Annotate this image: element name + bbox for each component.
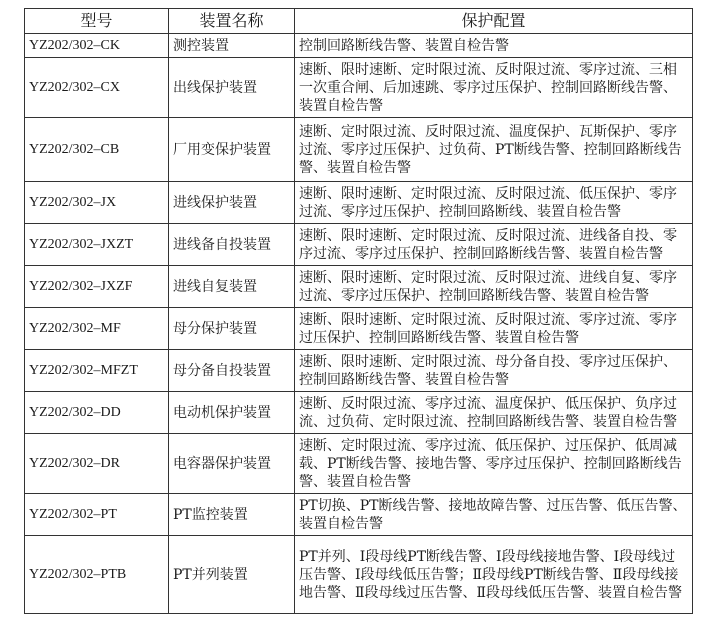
table-row (25, 494, 693, 536)
table-row (25, 308, 693, 350)
protection-cell: 速断、定时限过流、零序过流、低压保护、过压保护、低周减载、PT断线告警、接地告警、零序过压保护、控制回路断线告警、装置自检告警 (295, 434, 693, 494)
model-cell: YZ202/302–DR (25, 434, 169, 494)
model-cell: YZ202/302–JXZF (25, 266, 169, 308)
table-row (25, 350, 693, 392)
table-row (25, 182, 693, 224)
table-row (25, 434, 693, 494)
protection-cell: 速断、限时速断、定时限过流、反时限过流、进线自复、零序过流、零序过压保护、控制回路断线告警、装置自检告警 (295, 266, 693, 308)
product-spec-table (24, 8, 693, 614)
protection-cell: 速断、限时速断、定时限过流、反时限过流、零序过流、零序过压保护、控制回路断线告警、装置自检告警 (295, 308, 693, 350)
model-cell: YZ202/302–CX (25, 58, 169, 118)
model-cell: YZ202/302–MF (25, 308, 169, 350)
device-cell: 进线保护装置 (169, 182, 295, 224)
device-cell: 电容器保护装置 (169, 434, 295, 494)
model-cell: YZ202/302–CB (25, 118, 169, 182)
device-cell: 电动机保护装置 (169, 392, 295, 434)
table-row (25, 118, 693, 182)
table-row (25, 34, 693, 58)
table-row (25, 536, 693, 614)
device-cell: 测控装置 (169, 34, 295, 58)
model-cell: YZ202/302–JX (25, 182, 169, 224)
protection-cell: 速断、限时速断、定时限过流、反时限过流、进线备自投、零序过流、零序过压保护、控制回路断线告警、装置自检告警 (295, 224, 693, 266)
device-cell: 厂用变保护装置 (169, 118, 295, 182)
device-cell: 进线自复装置 (169, 266, 295, 308)
model-cell: YZ202/302–MFZT (25, 350, 169, 392)
protection-cell: PT切换、PT断线告警、接地故障告警、过压告警、低压告警、装置自检告警 (295, 494, 693, 536)
model-cell: YZ202/302–PTB (25, 536, 169, 614)
table-row (25, 224, 693, 266)
device-cell: 出线保护装置 (169, 58, 295, 118)
protection-cell: 控制回路断线告警、装置自检告警 (295, 34, 693, 58)
device-cell: PT监控装置 (169, 494, 295, 536)
device-cell: 母分备自投装置 (169, 350, 295, 392)
table-header-row (25, 9, 693, 34)
protection-cell: 速断、限时速断、定时限过流、反时限过流、低压保护、零序过流、零序过压保护、控制回路断线、装置自检告警 (295, 182, 693, 224)
header-device: 装置名称 (169, 9, 295, 34)
protection-cell: PT并列、Ⅰ段母线PT断线告警、Ⅰ段母线接地告警、Ⅰ段母线过压告警、Ⅰ段母线低压告警；Ⅱ段母线PT断线告警、Ⅱ段母线接地告警、Ⅱ段母线过压告警、Ⅱ段母线低压告警、装置自检告警 (295, 536, 693, 614)
protection-cell: 速断、反时限过流、零序过流、温度保护、低压保护、负序过流、过负荷、定时限过流、控制回路断线告警、装置自检告警 (295, 392, 693, 434)
protection-cell: 速断、限时速断、定时限过流、母分备自投、零序过压保护、控制回路断线告警、装置自检告警 (295, 350, 693, 392)
header-protection: 保护配置 (295, 9, 693, 34)
table-row (25, 266, 693, 308)
table-row (25, 58, 693, 118)
protection-cell: 速断、定时限过流、反时限过流、温度保护、瓦斯保护、零序过流、零序过压保护、过负荷、PT断线告警、控制回路断线告警、装置自检告警 (295, 118, 693, 182)
table-row (25, 392, 693, 434)
model-cell: YZ202/302–CK (25, 34, 169, 58)
model-cell: YZ202/302–PT (25, 494, 169, 536)
device-cell: 母分保护装置 (169, 308, 295, 350)
header-model: 型号 (25, 9, 169, 34)
model-cell: YZ202/302–DD (25, 392, 169, 434)
model-cell: YZ202/302–JXZT (25, 224, 169, 266)
device-cell: 进线备自投装置 (169, 224, 295, 266)
device-cell: PT并列装置 (169, 536, 295, 614)
protection-cell: 速断、限时速断、定时限过流、反时限过流、零序过流、三相一次重合闸、后加速跳、零序过压保护、控制回路断线告警、装置自检告警 (295, 58, 693, 118)
